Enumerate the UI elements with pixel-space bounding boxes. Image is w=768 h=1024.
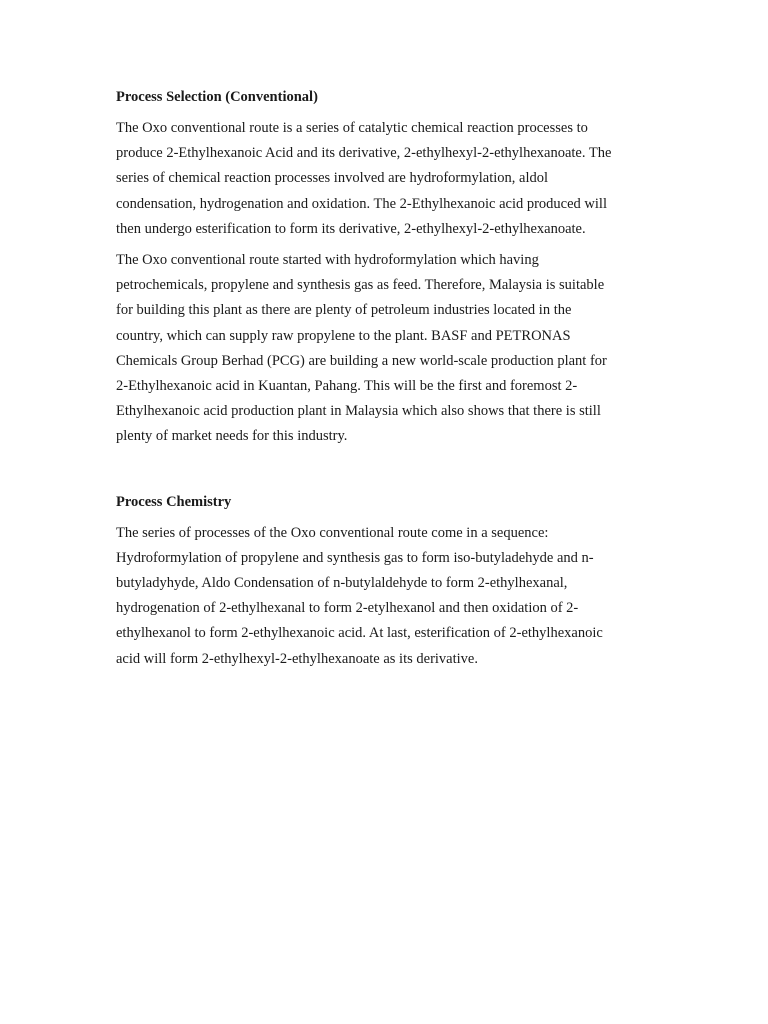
text-line: acid will form 2-ethylhexyl-2-ethylhexanoate as its derivative. <box>116 650 478 667</box>
section-process-selection <box>116 86 656 450</box>
text-line: The Oxo conventional route is a series of catalytic chemical reaction processes to <box>116 120 588 136</box>
section-heading: Process Chemistry <box>116 493 232 510</box>
text-line: country, which can supply raw propylene to the plant. BASF and PETRONAS <box>116 327 571 344</box>
text-line: for building this plant as there are plenty of petroleum industries located in the <box>116 302 572 319</box>
text-line: series of chemical reaction processes involved are hydroformylation, aldol <box>116 170 549 187</box>
text-line: petrochemicals, propylene and synthesis gas as feed. Therefore, Malaysia is suitable <box>116 277 605 294</box>
text-line: Hydroformylation of propylene and synthesis gas to form iso-butyladehyde and n- <box>116 549 594 566</box>
text-line: plenty of market needs for this industry. <box>116 428 348 445</box>
text-line: 2-Ethylhexanoic acid in Kuantan, Pahang. This will be the first and foremost 2- <box>116 378 578 395</box>
text-line: produce 2-Ethylhexanoic Acid and its derivative, 2-ethylhexyl-2-ethylhexanoate. The <box>116 145 612 162</box>
text-line: then undergo esterification to form its derivative, 2-ethylhexyl-2-ethylhexanoate. <box>116 220 586 237</box>
text-line: ethylhexanol to form 2-ethylhexanoic acid. At last, esterification of 2-ethylhexanoic <box>116 625 603 642</box>
text-line: hydrogenation of 2-ethylhexanal to form 2-etylhexanol and then oxidation of 2- <box>116 600 579 617</box>
text-line: The Oxo conventional route started with hydroformylation which having <box>116 252 539 269</box>
text-line: Chemicals Group Berhad (PCG) are building a new world-scale production plant for <box>116 352 607 369</box>
section-heading: Process Selection (Conventional) <box>116 89 318 105</box>
text-line: butyladyhyde, Aldo Condensation of n-butylaldehyde to form 2-ethylhexanal, <box>116 575 568 592</box>
text-line: condensation, hydrogenation and oxidation. The 2-Ethylhexanoic acid produced will <box>116 195 607 212</box>
text-line: Ethylhexanoic acid production plant in Malaysia which also shows that there is still <box>116 403 601 420</box>
paragraph <box>116 116 656 242</box>
document-page <box>116 86 656 678</box>
text-line: The series of processes of the Oxo conventional route come in a sequence: <box>116 524 549 541</box>
paragraph <box>116 521 656 672</box>
section-process-chemistry <box>116 491 656 672</box>
paragraph <box>116 248 656 450</box>
